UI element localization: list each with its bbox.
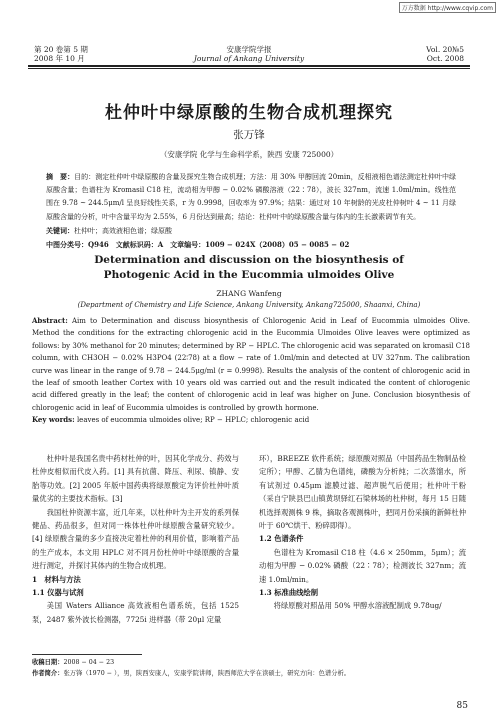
paper-title: 杜仲叶中绿原酸的生物合成机理探究	[105, 103, 393, 123]
journal-name-cn: 安康学院学报	[226, 45, 272, 54]
intro-paragraph-2: 我国杜仲资源丰富，近几年来，以杜仲叶为主开发的系列保健品、药品很多，但对同一株体杜仲叶绿原酸含量研究较少。[4] 绿原酸含量的多少直接决定着杜仲的利用价值，影响着产品的生产成本，本文用 HPLC 对不同月份杜仲叶中绿原酸的含量进行测定，并探讨其体内的生物合成机理。	[32, 507, 239, 571]
keywords-en-label: Key words:	[32, 415, 75, 425]
english-title-line1: Determination and discussion on the biosynthesis of	[94, 254, 404, 266]
issue-date: 2008 年 10 月	[34, 54, 85, 63]
subsection-heading-chromatography: 1.2 色谱条件	[259, 534, 304, 544]
abstract-cn-label: 摘 要：	[46, 172, 75, 181]
section-heading-methods: 1 材料与方法	[32, 574, 81, 584]
issue-volume: 第 20 卷第 5 期	[34, 45, 88, 54]
subsection-heading-calibration: 1.3 标准曲线绘制	[259, 588, 319, 598]
watermark: 万方数据 http://www.cqvip.com	[399, 2, 496, 13]
affiliation: （安康学院 化学与生命科学系，陕西 安康 725000）	[159, 150, 339, 159]
keywords-cn-label: 关键词：	[46, 225, 74, 235]
abstract-en	[32, 315, 470, 427]
received-label: 收稿日期：	[32, 659, 64, 666]
body-column-left	[32, 452, 239, 626]
english-author: ZHANG Wanfeng	[216, 289, 282, 298]
author-name: 张万锋	[233, 129, 265, 141]
abstract-cn-text: 目的：测定杜仲叶中绿原酸的含量及探究生物合成机理；方法：用 30% 甲醇回流 20min，反相液相色谱法测定杜仲叶中绿原酸含量；色谱柱为 Kromasil C18 柱，流动相为甲醇 − 0.02% 磷酸溶液（22∶78），波长 327nm，流速 1.0ml/min。线性范围在 9.78 ~ 244.5μm/l 呈良好线性关系，r 为 0.9998，回收率为 97.9%；结果：通过对 10 年树龄的光皮杜仲树叶 4 ~ 11 月绿原酸含量的分析，叶中含量平均为 2.55%，6 月份达到最高；结论：杜仲叶中的绿原酸含量与体内的生长激素调节有关。	[46, 173, 456, 221]
author-bio: 张万锋（1970 − ），男，陕西安康人，安康学院讲师，陕西师范大学在读硕士，研究方向：色谱分析。	[63, 670, 351, 677]
page-number: 85	[456, 701, 468, 711]
instruments-paragraph: 美国 Waters Alliance 高效液相色谱系统，包括 1525 泵，2487 紫外波长检测器，7725i 进样器（带 20μl 定量	[32, 601, 239, 624]
volume-number: Vol. 20№5	[426, 45, 464, 54]
abstract-cn	[46, 170, 456, 252]
body-column-right	[259, 452, 466, 613]
author-bio-label: 作者简介：	[32, 670, 64, 677]
abstract-en-label: Abstract:	[32, 316, 68, 325]
english-title	[0, 253, 498, 283]
received-date: 2008 − 04 − 23	[63, 659, 115, 666]
footnote-rule	[32, 654, 142, 655]
header-rule-thin	[28, 68, 470, 69]
volume-date: Oct. 2008	[426, 54, 464, 63]
english-affiliation: (Department of Chemistry and Life Science, Ankang University, Ankang725000, Shaanxi, China)	[77, 301, 421, 309]
english-title-line2: Photogenic Acid in the Eucommia ulmoides Olive	[103, 269, 395, 281]
intro-paragraph-1: 杜仲叶是我国名贵中药材杜仲的叶，因其化学成分、药效与杜仲皮相似而代皮入药。[1] 具有抗菌、降压、利尿、镇静、安胎等功效。[2] 2005 年版中国药典将绿原酸定为评价杜仲叶质量优劣的主要技术指标。[3]	[32, 454, 239, 504]
journal-name	[0, 45, 498, 63]
journal-name-en: Journal of Ankang University	[193, 54, 305, 63]
abstract-en-text: Aim to Determination and discuss biosynthesis of Chlorogenic Acid in Leaf of Eucommia ulmoides Olive. Method the conditions for the extracting chlorogenic acid in the Eucommia Ulmoides Olive leaves were optimized as follows: by 30% methanol for 20 minutes; determined by RP − HPLC. The chlorogenic acid was separated on kromasil C18 column, with CH3OH − 0.02% H3PO4 (22∶78) at a flow − rate of 1.0ml/min and detected at UV 327nm. The calibration curve was linear in the range of 9.78 − 244.5μg/ml (r = 0.9998). Results the analysis of the content of chlorogenic acid in the leaf of smooth leather Cortex with 10 years old was carried out and the result indicated the content of chlorogenic acid differed greatly in the leaf; the content of chlorogenic acid in leaf was higher on June. Conclusion biosynthesis of chlorogenic acid in leaf of Eucommia ulmoides is controlled by growth hormone.	[32, 317, 470, 412]
classification-label: 中图分类号：	[46, 240, 88, 250]
keywords-cn: 杜仲叶；高效液相色谱；绿原酸	[74, 226, 172, 235]
classification-codes: Q946 文献标识码：A 文章编号：1009 − 024X（2008）05 − 0085 − 02	[88, 240, 350, 250]
header-rule	[28, 65, 470, 67]
footnote	[32, 657, 470, 679]
subsection-heading-instruments: 1.1 仪器与试剂	[32, 588, 84, 598]
chromatography-paragraph: 色谱柱为 Kromasil C18 柱（4.6 × 250mm，5μm）；流动相为甲醇 − 0.02% 磷酸（22∶78）；检测波长 327nm；流速 1.0ml/min。	[259, 547, 466, 584]
keywords-en: leaves of eucommia ulmoides olive; RP − HPLC; chlorogenic acid	[76, 416, 310, 425]
reagents-paragraph: 环），BREEZE 软件系统；绿原酸对照品（中国药品生物制品检定所）；甲醇、乙腈为色谱纯，磷酸为分析纯；二次蒸馏水，所有试剂过 0.45μm 滤膜过滤、超声脱气后使用；杜仲叶干粉（采自宁陕县巴山镇黄坝驿红石梁林场的杜仲树，每月 15 日随机选择观测株 9 株，摘取各观测株叶，把同月份采摘的新鲜杜仲叶于 60℃烘干、粉碎即得）。	[259, 454, 466, 531]
journal-volume	[426, 45, 464, 63]
calibration-paragraph: 将绿原酸对照品用 50% 甲醇水溶液配制成 9.78ug/	[273, 601, 442, 611]
